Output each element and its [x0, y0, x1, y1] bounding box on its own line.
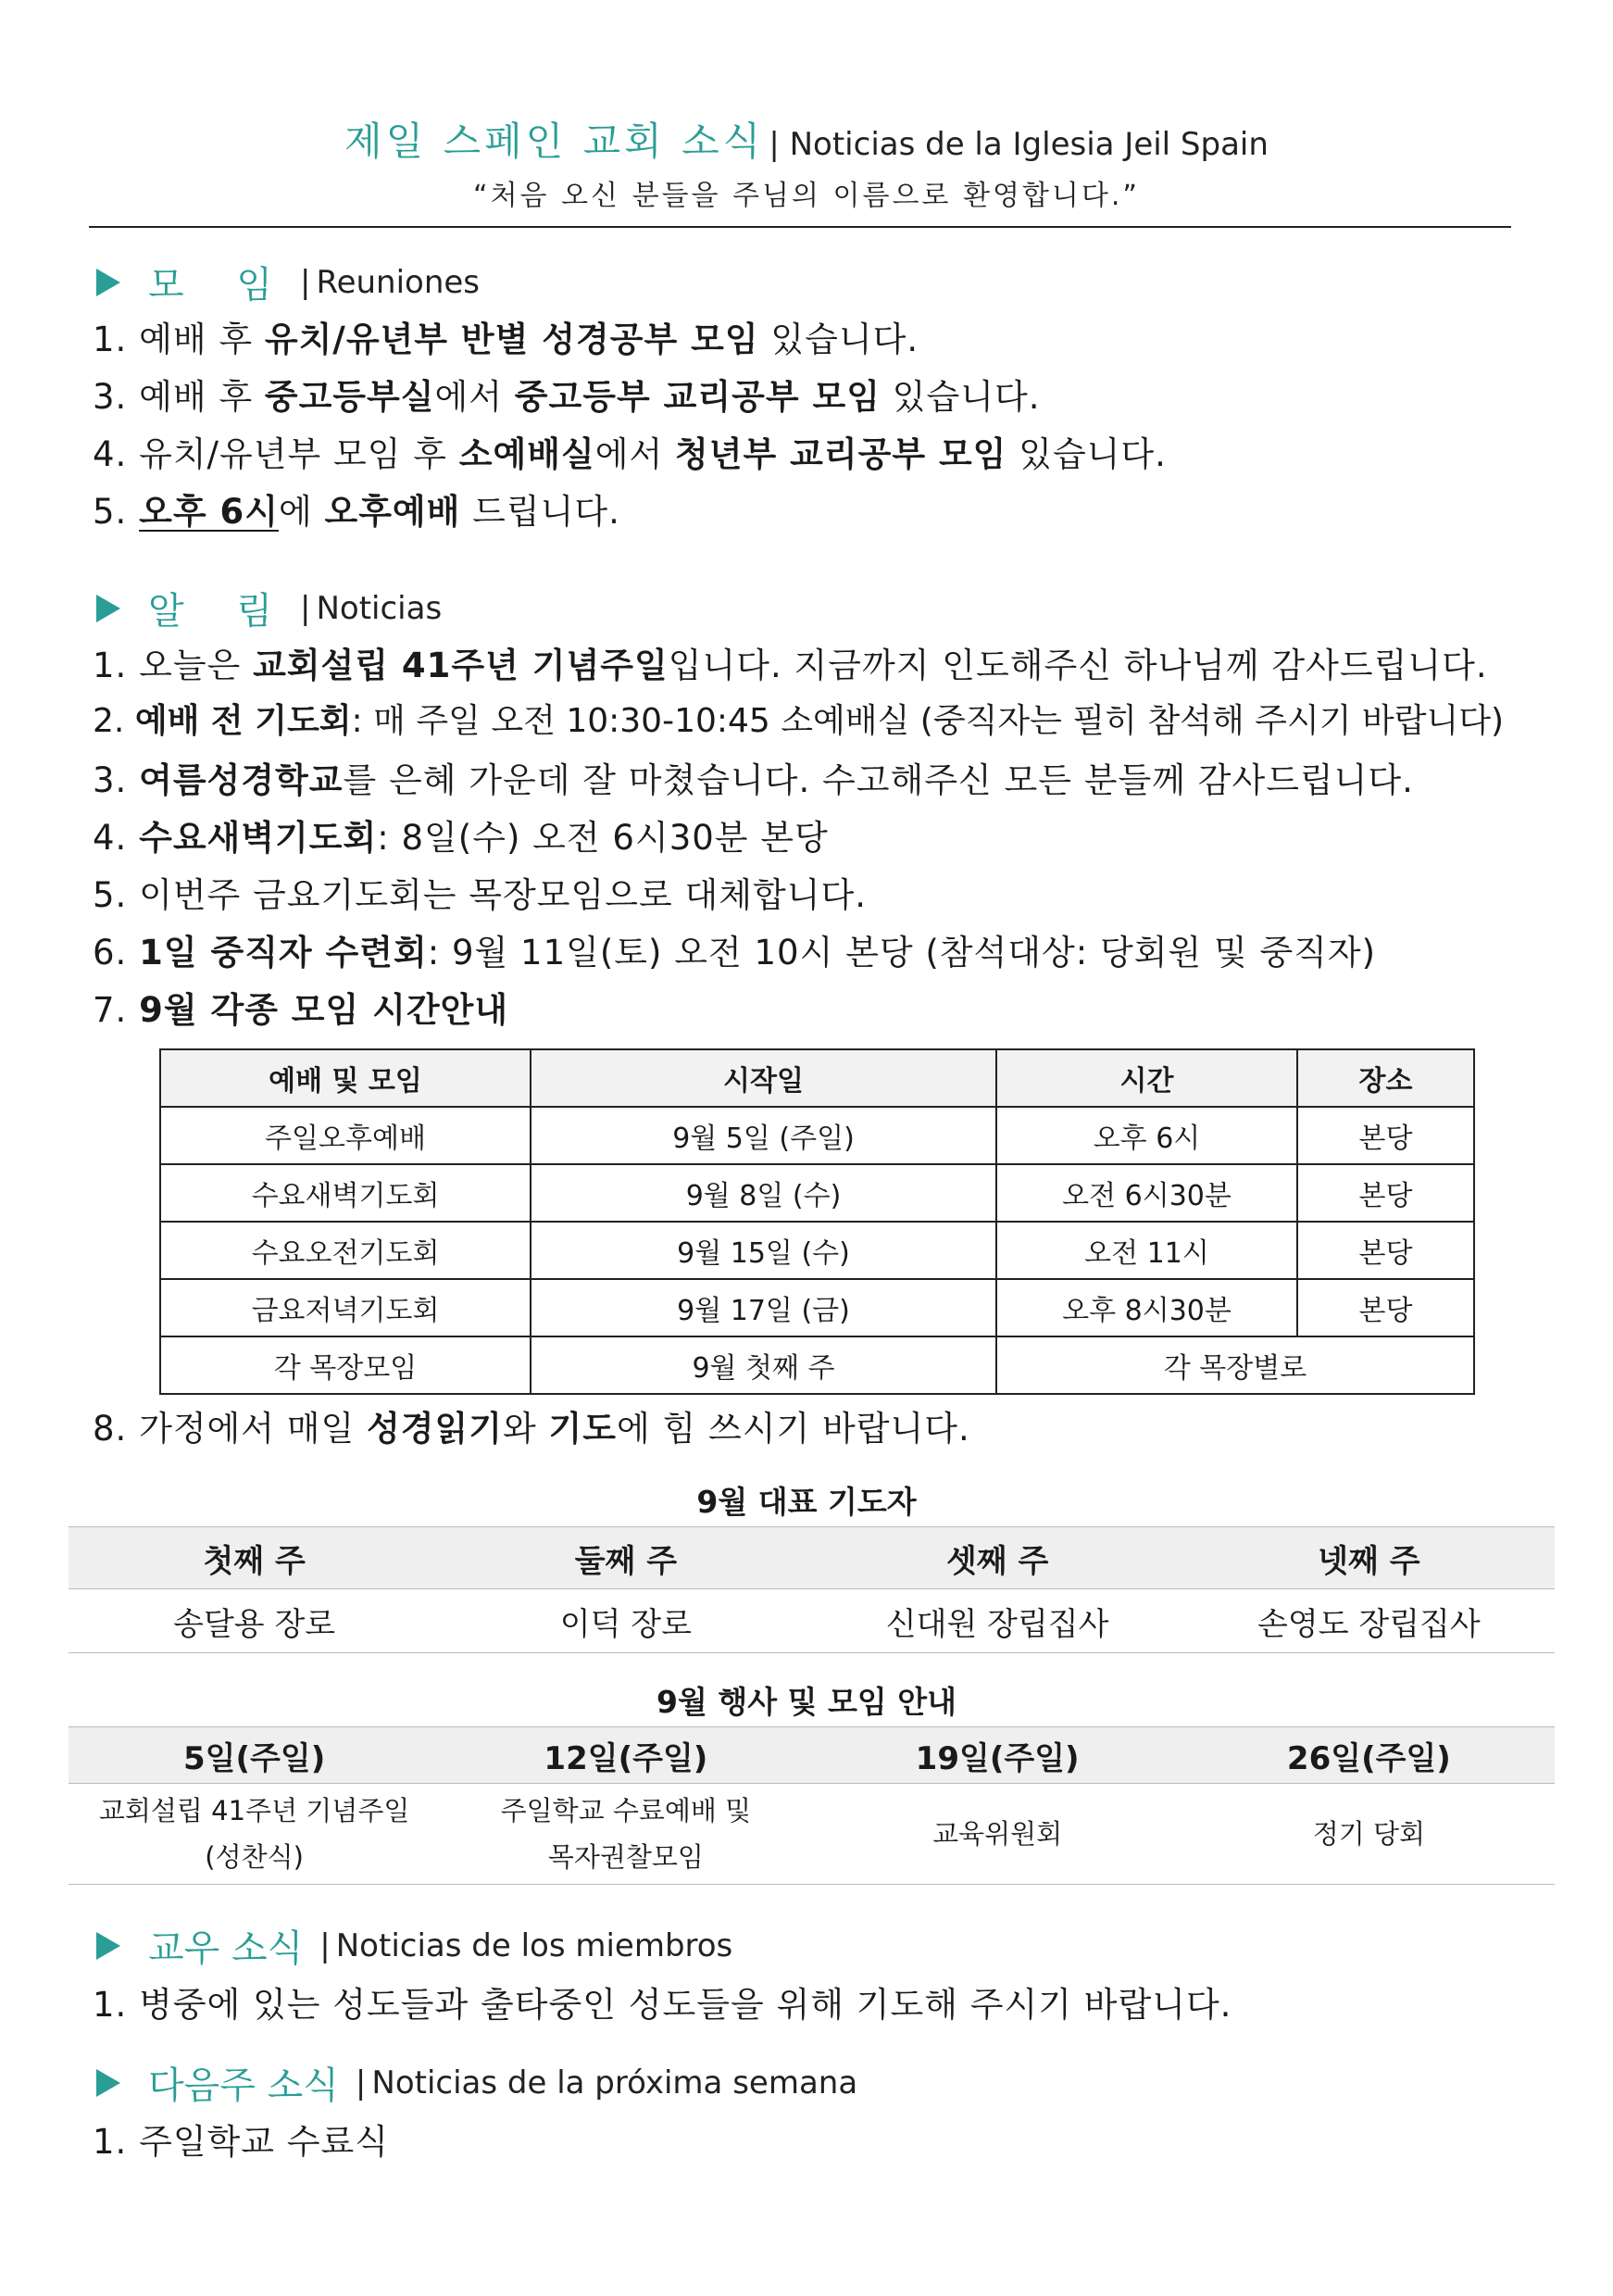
list-item: [93, 1976, 1232, 2026]
column-header: 19일(주일): [812, 1727, 1183, 1784]
item-text: 병중에 있는 성도들과 출타중인 성도들을 위해 기도해 주시기 바랍니다.: [139, 1985, 1232, 2025]
table-cell: 9월 5일 (주일): [531, 1107, 996, 1164]
section-heading-noticias: [96, 582, 442, 634]
list-item: [93, 982, 508, 1032]
table-cell: 이덕 장로: [440, 1589, 811, 1653]
title-separator: |: [769, 126, 790, 163]
section-heading-members: [96, 1919, 732, 1972]
table-cell: 신대원 장립집사: [812, 1589, 1183, 1653]
cell-line: 정기 당회: [1312, 1818, 1426, 1850]
table-cell: 본당: [1297, 1222, 1474, 1279]
table-cell: [812, 1784, 1183, 1885]
cell-line: 교회설립 41주년 기념주일: [98, 1795, 410, 1826]
list-item: [93, 2114, 389, 2164]
list-item: [93, 867, 867, 917]
table-row: [160, 1164, 1474, 1222]
item-text: 예배 후: [139, 377, 265, 417]
item-bold-text: 중고등부 교리공부 모임: [514, 377, 881, 417]
item-text: 예배 후: [139, 320, 265, 359]
item-bold-text: 청년부 교리공부 모임: [674, 434, 1007, 474]
table-cell: 오후 8시30분: [996, 1279, 1297, 1336]
page-title: [0, 111, 1613, 167]
section-heading-next-week: [96, 2056, 857, 2109]
section-title-korean: 교우 소식: [148, 1927, 304, 1970]
item-bold-text: 중고등부실: [264, 377, 435, 417]
title-korean: 제일 스페인 교회 소식: [344, 119, 765, 164]
section-separator: |: [300, 589, 311, 627]
item-bold-text: 9월 각종 모임 시간안내: [139, 990, 509, 1030]
item-text: 이번주 금요기도회는 목장모임으로 대체합니다.: [139, 875, 867, 915]
item-text: 있습니다.: [1007, 434, 1167, 474]
item-text: : 9월 11일(토) 오전 10시 본당 (참석대상: 당회원 및 중직자): [427, 933, 1377, 972]
list-item: [93, 369, 1040, 419]
cell-line: 교육위원회: [932, 1818, 1063, 1850]
table-cell: 9월 8일 (수): [531, 1164, 996, 1222]
table-header-row: [160, 1049, 1474, 1107]
item-number: 2.: [93, 702, 125, 740]
item-text: : 매 주일 오전 10:30-10:45 소예배실 (중직자는 필히 참석해 주시기 바랍니다): [351, 702, 1505, 740]
list-item: [93, 695, 1504, 742]
item-text: 있습니다.: [880, 377, 1041, 417]
column-header: 넷째 주: [1183, 1527, 1555, 1589]
table-cell: 오전 11시: [996, 1222, 1297, 1279]
header-divider: [89, 226, 1511, 228]
item-number: 1.: [93, 320, 128, 359]
item-number: 1.: [93, 646, 128, 685]
item-bold-text: 수요새벽기도회: [139, 818, 378, 858]
list-item: [93, 924, 1376, 974]
section-title-korean: 다음주 소식: [148, 2064, 339, 2107]
item-bold-text: 여름성경학교: [139, 760, 344, 800]
table-header-row: [69, 1527, 1555, 1589]
list-item: [93, 311, 919, 361]
table-cell: 9월 15일 (수): [531, 1222, 996, 1279]
table-cell: 손영도 장립집사: [1183, 1589, 1555, 1653]
table-row: [160, 1279, 1474, 1336]
column-header: 26일(주일): [1183, 1727, 1555, 1784]
cell-line: (성찬식): [205, 1841, 304, 1873]
table-row: [160, 1107, 1474, 1164]
item-text: 를 은혜 가운데 잘 마쳤습니다. 수고해주신 모든 분들께 감사드립니다.: [343, 760, 1414, 800]
item-text: 와: [503, 1409, 549, 1449]
item-number: 1.: [93, 1985, 128, 2025]
item-number: 8.: [93, 1409, 128, 1449]
item-text: 에서: [434, 377, 515, 417]
section-title-korean: 알 림: [148, 590, 293, 633]
item-text: 유치/유년부 모임 후: [139, 434, 459, 474]
column-header: 장소: [1297, 1049, 1474, 1107]
column-header: 예배 및 모임: [160, 1049, 531, 1107]
triangle-bullet-icon: [96, 2069, 120, 2097]
item-number: 3.: [93, 760, 128, 800]
table-cell: 주일오후예배: [160, 1107, 531, 1164]
table-cell: 본당: [1297, 1279, 1474, 1336]
table-cell: [69, 1784, 440, 1885]
item-bold-text: 1일 중직자 수련회: [139, 933, 428, 972]
table-cell: 본당: [1297, 1164, 1474, 1222]
item-bold-text: 예배 전 기도회: [134, 702, 352, 740]
item-number: 6.: [93, 933, 128, 972]
triangle-bullet-icon: [96, 1932, 120, 1960]
prayer-leaders-table: [69, 1526, 1555, 1653]
table-header-row: [69, 1727, 1555, 1784]
section-separator: |: [319, 1926, 331, 1964]
section-title-spanish: Noticias de la próxima semana: [371, 2064, 858, 2102]
column-header: 둘째 주: [440, 1527, 811, 1589]
table-cell: 9월 17일 (금): [531, 1279, 996, 1336]
list-item: [93, 426, 1167, 476]
item-bold-text: 소예배실: [458, 434, 595, 474]
section-title-korean: 모 임: [148, 264, 293, 307]
table-cell: 송달용 장로: [69, 1589, 440, 1653]
cell-line: 목자권찰모임: [547, 1841, 704, 1873]
list-item: [93, 752, 1414, 802]
item-number: 7.: [93, 990, 128, 1030]
item-text: 가정에서 매일: [139, 1409, 368, 1449]
section-heading-reuniones: [96, 256, 480, 308]
table-cell: [440, 1784, 811, 1885]
section-separator: |: [355, 2064, 367, 2102]
triangle-bullet-icon: [96, 269, 120, 296]
item-text: 입니다. 지금까지 인도해주신 하나님께 감사드립니다.: [668, 646, 1488, 685]
item-text: 드립니다.: [460, 492, 620, 532]
item-bold-text: 성경읽기: [367, 1409, 504, 1449]
table-cell: 각 목장모임: [160, 1336, 531, 1394]
table-cell: 수요새벽기도회: [160, 1164, 531, 1222]
cell-line: 주일학교 수료예배 및: [500, 1795, 752, 1826]
item-bold-text: 유치/유년부 반별 성경공부 모임: [264, 320, 759, 359]
item-text: 오늘은: [139, 646, 254, 685]
section-title-spanish: Reuniones: [316, 263, 481, 301]
triangle-bullet-icon: [96, 595, 120, 622]
table-cell: 오후 6시: [996, 1107, 1297, 1164]
column-header: 12일(주일): [440, 1727, 811, 1784]
table-row: [69, 1784, 1555, 1885]
table-cell: 9월 첫째 주: [531, 1336, 996, 1394]
item-text: 에: [278, 492, 325, 532]
item-bold-underlined-text: 오후 6시: [139, 492, 279, 532]
section-title-spanish: Noticias de los miembros: [335, 1926, 733, 1964]
item-number: 4.: [93, 434, 128, 474]
table-row: [160, 1222, 1474, 1279]
table-cell: 본당: [1297, 1107, 1474, 1164]
item-bold-text: 기도: [548, 1409, 618, 1449]
table-cell: 각 목장별로: [996, 1336, 1474, 1394]
item-number: 5.: [93, 875, 128, 915]
prayer-table-caption: 9월 대표 기도자: [696, 1484, 917, 1520]
item-text: 주일학교 수료식: [139, 2122, 390, 2162]
schedule-table: [159, 1048, 1475, 1395]
title-spanish: Noticias de la Iglesia Jeil Spain: [789, 126, 1269, 163]
events-table-caption: 9월 행사 및 모임 안내: [656, 1684, 957, 1720]
table-cell: 금요저녁기도회: [160, 1279, 531, 1336]
list-item: [93, 809, 829, 859]
list-item: [93, 483, 620, 533]
column-header: 5일(주일): [69, 1727, 440, 1784]
table-cell: 오전 6시30분: [996, 1164, 1297, 1222]
item-number: 4.: [93, 818, 128, 858]
item-text: 에 힘 쓰시기 바랍니다.: [617, 1409, 970, 1449]
column-header: 시작일: [531, 1049, 996, 1107]
item-number: 1.: [93, 2122, 128, 2162]
column-header: 셋째 주: [812, 1527, 1183, 1589]
welcome-subtitle: “처음 오신 분들을 주님의 이름으로 환영합니다.”: [473, 180, 1140, 212]
item-text: 에서: [594, 434, 675, 474]
table-row: [160, 1336, 1474, 1394]
item-bold-text: 교회설립 41주년 기념주일: [253, 646, 669, 685]
list-item: [93, 637, 1488, 687]
events-table: [69, 1726, 1555, 1885]
column-header: 시간: [996, 1049, 1297, 1107]
table-row: [69, 1589, 1555, 1653]
item-number: 5.: [93, 492, 128, 532]
item-number: 3.: [93, 377, 128, 417]
section-separator: |: [300, 263, 311, 301]
item-text: 있습니다.: [758, 320, 919, 359]
item-text: : 8일(수) 오전 6시30분 본당: [377, 818, 829, 858]
table-cell: [1183, 1784, 1555, 1885]
column-header: 첫째 주: [69, 1527, 440, 1589]
item-bold-text: 오후예배: [324, 492, 461, 532]
list-item: [93, 1400, 970, 1450]
table-cell: 수요오전기도회: [160, 1222, 531, 1279]
section-title-spanish: Noticias: [316, 589, 443, 627]
